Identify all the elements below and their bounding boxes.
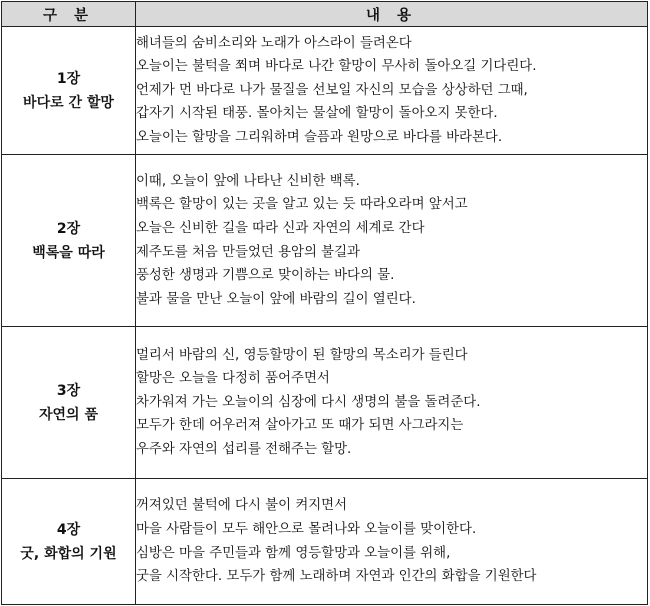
content-line: 불과 물을 만난 오늘이 앞에 바람의 길이 열린다. [136,291,416,307]
chapter-cell [2,479,136,605]
content-cell [136,155,648,327]
content-line: 멀리서 바람의 신, 영등할망이 된 할망의 목소리가 들린다 [136,347,468,363]
chapter-number: 1장 [56,70,81,87]
content-cell [136,27,648,155]
header-row [2,2,648,27]
content-line: 갑자기 시작된 태풍. 몰아치는 물살에 할망이 돌아오지 못한다. [136,106,498,122]
table-row [2,479,648,605]
header-category: 구 분 [2,2,136,27]
content-line: 심방은 마을 주민들과 함께 영등할망과 오늘이를 위해, [136,545,451,561]
content-line: 오늘은 신비한 길을 따라 신과 자연의 세계로 간다 [136,220,425,236]
header-content: 내 용 [136,2,648,27]
table-row [2,27,648,155]
content-line: 마을 사람들이 모두 해안으로 몰려나와 오늘이를 맞이한다. [136,521,477,537]
content-line: 꺼져있던 불턱에 다시 불이 켜지면서 [136,498,348,514]
chapter-number: 3장 [56,382,81,399]
content-line: 우주와 자연의 섭리를 전해주는 할망. [136,441,352,457]
chapter-title: 바다로 간 할망 [23,94,114,111]
chapter-title: 자연의 품 [39,406,98,423]
content-line: 이때, 오늘이 앞에 나타난 신비한 백록. [136,173,360,189]
chapter-cell [2,27,136,155]
chapter-cell [2,155,136,327]
chapter-title: 굿, 화합의 기원 [20,545,117,562]
chapter-number: 4장 [56,521,81,538]
chapter-cell [2,327,136,479]
content-line: 언제가 먼 바다로 나가 물질을 선보일 자신의 모습을 상상하던 그때, [136,82,528,98]
content-line: 오늘이는 할망을 그리워하며 슬픔과 원망으로 바다를 바라본다. [136,129,503,145]
chapter-number: 2장 [56,220,81,237]
table-row [2,327,648,479]
content-cell [136,327,648,479]
content-line: 오늘이는 불턱을 쬐며 바다로 나간 할망이 무사히 돌아오길 기다린다. [136,59,537,75]
content-line: 풍성한 생명과 기쁨으로 맞이하는 바다의 물. [136,268,395,284]
content-table [1,1,648,605]
content-line: 해녀들의 숨비소리와 노래가 아스라이 들려온다 [136,35,412,51]
content-line: 모두가 한데 어우러져 살아가고 또 때가 되면 사그라지는 [136,418,464,434]
content-line: 백록은 할망이 있는 곳을 알고 있는 듯 따라오라며 앞서고 [136,197,468,213]
chapter-title: 백록을 따라 [32,244,105,261]
content-line: 굿을 시작한다. 모두가 함께 노래하며 자연과 인간의 화합을 기원한다 [136,569,537,585]
content-line: 차가워져 가는 오늘이의 심장에 다시 생명의 불을 돌려준다. [136,394,481,410]
content-line: 제주도를 처음 만들었던 용암의 불길과 [136,244,360,260]
content-cell [136,479,648,605]
table-row [2,155,648,327]
content-line: 할망은 오늘을 다정히 품어주면서 [136,371,330,387]
